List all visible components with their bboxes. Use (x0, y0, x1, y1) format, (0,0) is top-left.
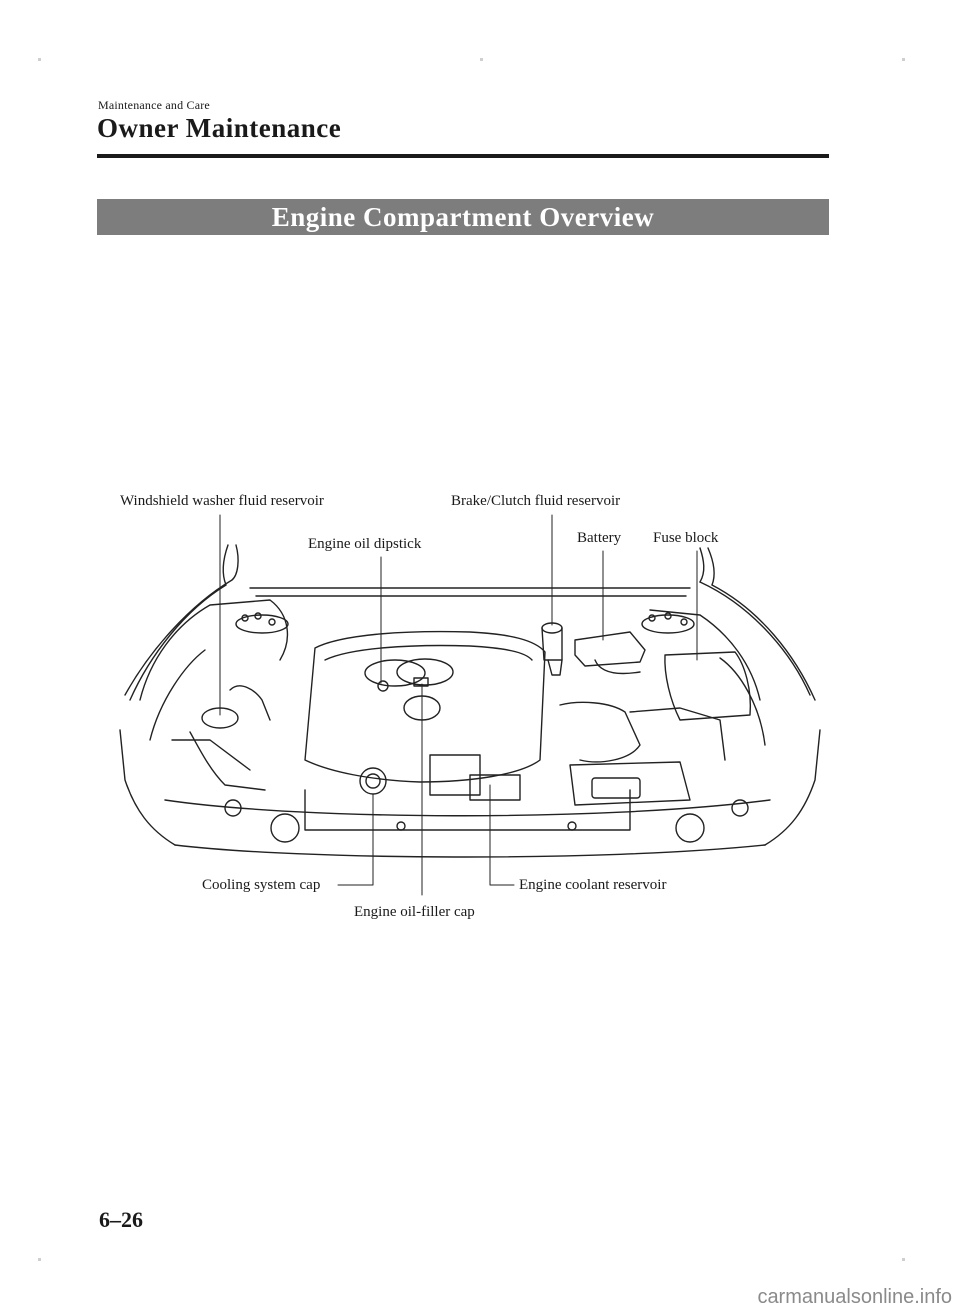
washer-reservoir (172, 686, 270, 790)
page-number: 6–26 (99, 1207, 143, 1232)
label-washer-reservoir: Windshield washer fluid reservoir (120, 493, 324, 509)
engine-cover (305, 632, 545, 782)
watermark: carmanualsonline.info (757, 1286, 952, 1308)
label-oil-filler-cap: Engine oil-filler cap (354, 904, 475, 920)
front-panel (165, 755, 770, 857)
label-fuse-block: Fuse block (653, 530, 719, 546)
label-battery: Battery (577, 530, 622, 546)
battery (575, 632, 645, 674)
banner-title: Engine Compartment Overview (271, 201, 655, 232)
label-oil-dipstick: Engine oil dipstick (308, 536, 422, 552)
fuse-block (665, 652, 750, 720)
brake-reservoir (542, 623, 562, 675)
section-label: Maintenance and Care (98, 98, 210, 112)
air-intake (560, 702, 725, 805)
strut-towers (236, 613, 694, 633)
label-brake-reservoir: Brake/Clutch fluid reservoir (451, 493, 621, 509)
page-title: Owner Maintenance (97, 113, 342, 143)
hood-outline (125, 545, 815, 700)
label-cooling-cap: Cooling system cap (202, 877, 321, 893)
callout-leaders (220, 515, 697, 895)
label-coolant-reservoir: Engine coolant reservoir (519, 877, 667, 893)
